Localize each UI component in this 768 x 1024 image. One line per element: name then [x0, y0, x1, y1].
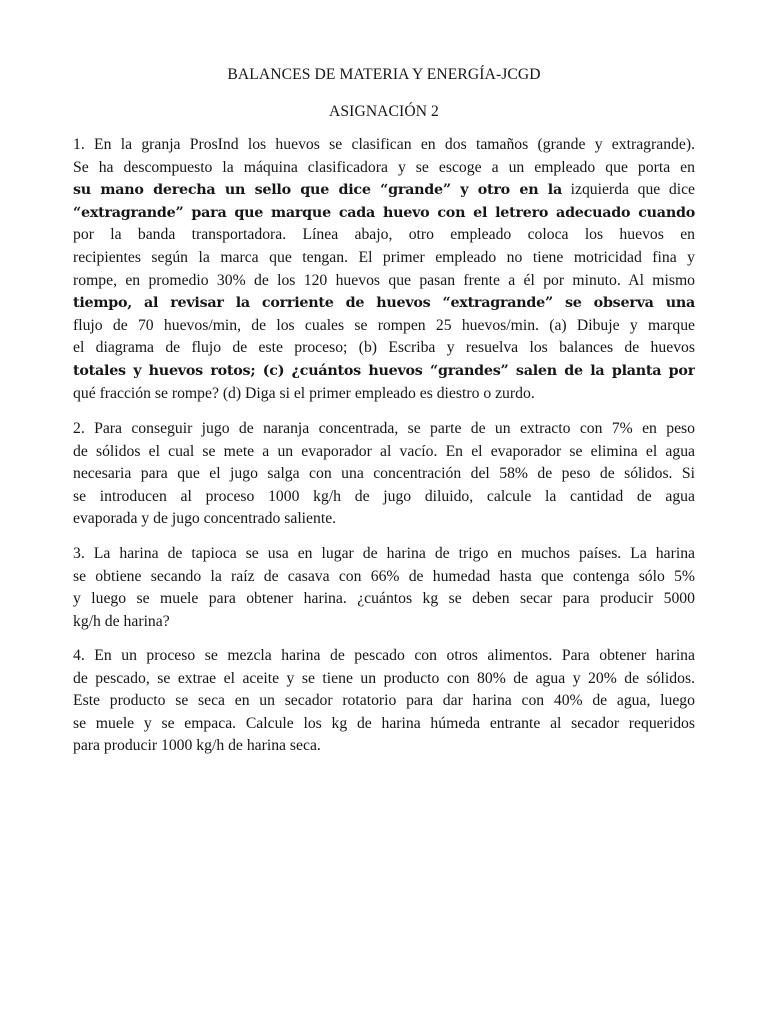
problem-1-line: por la banda transportadora. Línea abajo, otro empleado coloca los huevos en	[73, 226, 695, 244]
problem-4-line: se muele y se empaca. Calcule los kg de harina húmeda entrante al secador requeridos	[73, 714, 695, 732]
problem-4-line: de pescado, se extrae el aceite y se tiene un producto con 80% de agua y 20% de sólidos.	[73, 669, 695, 687]
problem-3	[73, 543, 695, 633]
problem-3-line: y luego se muele para obtener harina. ¿cuántos kg se deben secar para producir 5000	[73, 590, 695, 608]
problem-3-line: se obtiene secando la raíz de casava con 66% de humedad hasta que contenga sólo 5%	[73, 567, 695, 585]
problem-2	[73, 418, 695, 531]
problem-1-line: tiempo, al revisar la corriente de huevos “extragrande” se observa una	[73, 295, 695, 312]
problem-1-line: totales y huevos rotos; (c) ¿cuántos huevos “grandes” salen de la planta por	[73, 362, 695, 379]
problem-1-line: qué fracción se rompe? (d) Diga si el primer empleado es diestro o zurdo.	[73, 384, 535, 402]
problem-2-line: de sólidos el cual se mete a un evaporador al vacío. En el evaporador se elimina el agua	[73, 442, 695, 460]
problem-1-line: recipientes según la marca que tengan. El primer empleado no tiene motricidad fina y	[73, 248, 695, 266]
problem-1-line-part: izquierda que dice	[570, 181, 695, 199]
assignment-subtitle: ASIGNACIÓN 2	[329, 103, 439, 120]
problem-2-line: se introducen al proceso 1000 kg/h de jugo diluido, calcule la cantidad de agua	[73, 487, 695, 505]
problem-1-line-bold-part: su mano derecha un sello que dice “grande” y otro en la	[73, 182, 563, 199]
problem-4-line: Este producto se seca en un secador rotatorio para dar harina con 40% de agua, luego	[73, 692, 695, 710]
problem-2-line: evaporada y de jugo concentrado saliente.	[73, 510, 337, 528]
problem-3-line: kg/h de harina?	[73, 612, 170, 630]
problem-4-line: para producir 1000 kg/h de harina seca.	[73, 737, 321, 755]
problem-2-line: necesaria para que el jugo salga con una concentración del 58% de peso de sólidos. Si	[73, 465, 695, 483]
problem-1-line: flujo de 70 huevos/min, de los cuales se rompen 25 huevos/min. (a) Dibuje y marque	[73, 316, 695, 334]
document-title: BALANCES DE MATERIA Y ENERGÍA-JCGD	[227, 66, 541, 83]
problem-2-line: 2. Para conseguir jugo de naranja concentrada, se parte de un extracto con 7% en peso	[73, 420, 695, 437]
problem-1	[73, 134, 695, 405]
problem-4-line: 4. En un proceso se mezcla harina de pescado con otros alimentos. Para obtener harina	[73, 647, 695, 664]
problem-1-line: el diagrama de flujo de este proceso; (b) Escriba y resuelva los balances de huevos	[73, 339, 695, 357]
problem-1-line: 1. En la granja ProsInd los huevos se clasifican en dos tamaños (grande y extragrande).	[73, 136, 695, 153]
problem-1-line: “extragrande” para que marque cada huevo con el letrero adecuado cuando	[73, 204, 695, 221]
problem-1-line: Se ha descompuesto la máquina clasificadora y se escoge a un empleado que porta en	[73, 158, 695, 176]
problem-1-line: rompe, en promedio 30% de los 120 huevos que pasan frente a él por minuto. Al mismo	[73, 271, 695, 289]
problem-3-line: 3. La harina de tapioca se usa en lugar de harina de trigo en muchos países. La harina	[73, 545, 695, 562]
problem-4	[73, 645, 695, 758]
problem-1-line	[73, 179, 695, 202]
